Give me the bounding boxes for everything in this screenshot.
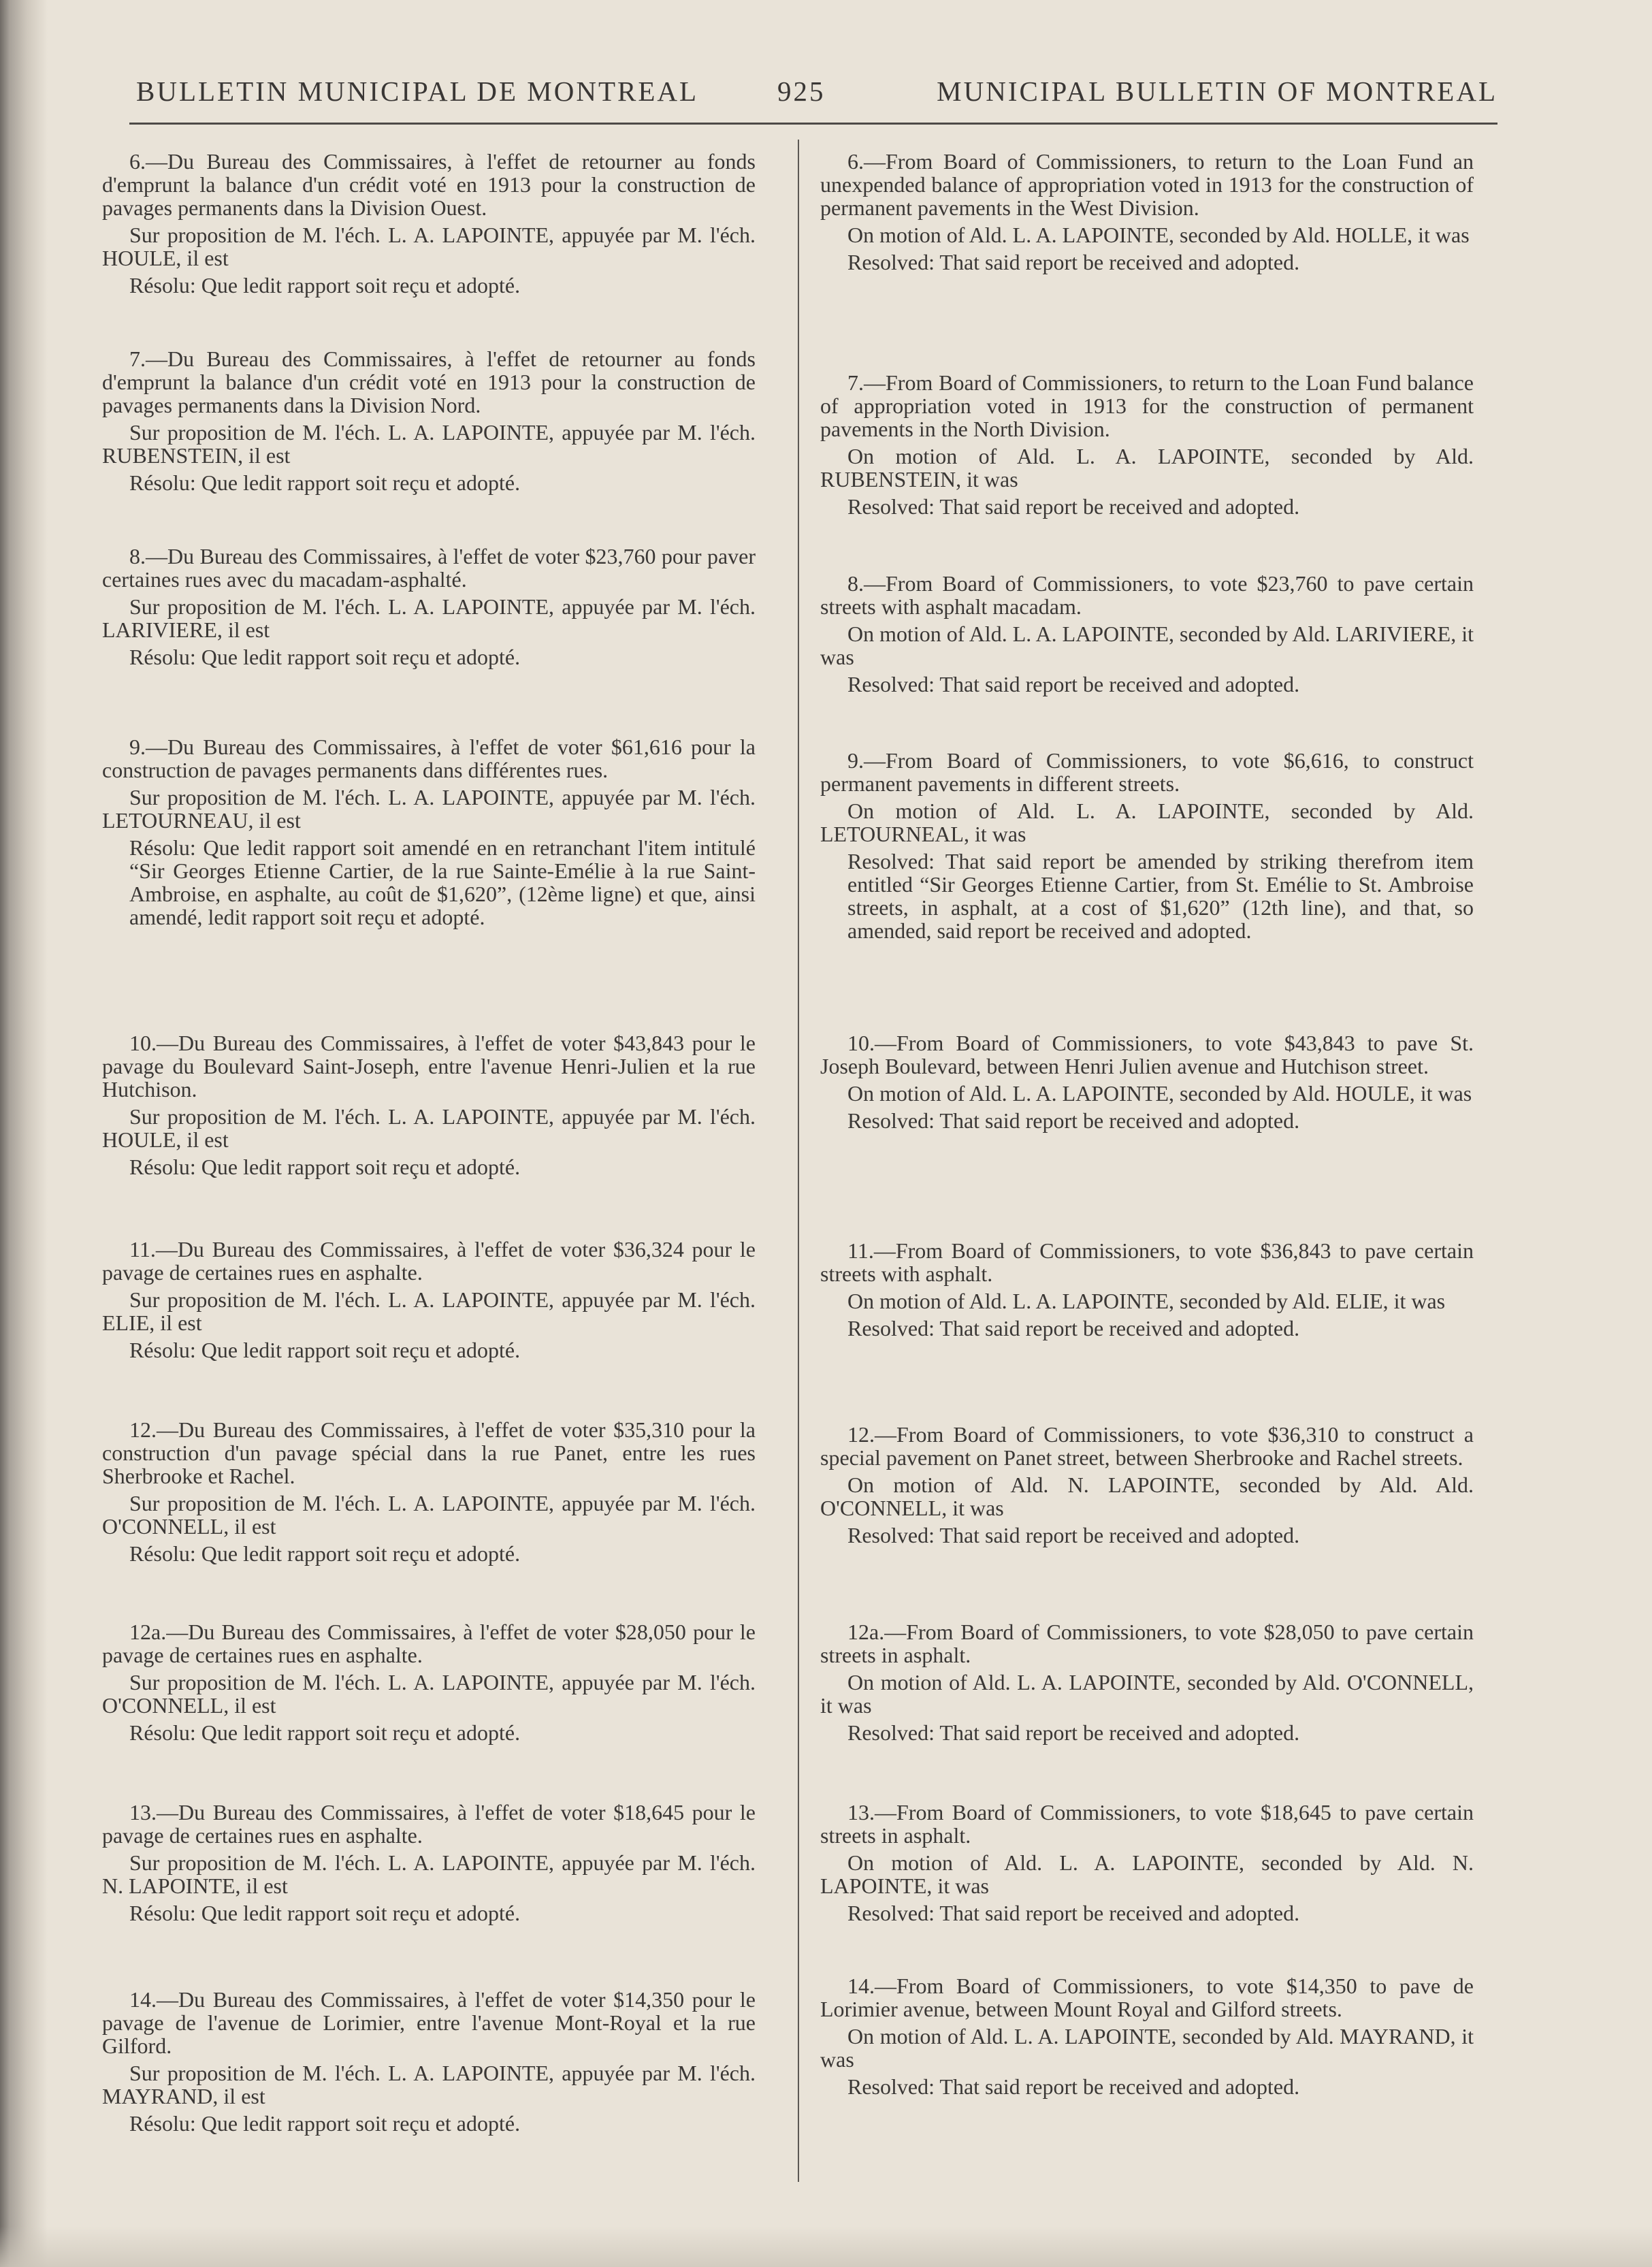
entry-resolution: Résolu: Que ledit rapport soit reçu et adopté. — [129, 1901, 521, 1925]
entry-motion: On motion of Ald. L. A. LAPOINTE, seconded by Ald. RUBENSTEIN, it was — [820, 444, 1474, 492]
entry-body: 6.—Du Bureau des Commissaires, à l'effet de retourner au fonds d'emprunt la balance d'un crédit voté en 1913 pour la construction de pavages permanents dans la Division Ouest. — [102, 149, 756, 220]
entry-resolution: Resolved: That said report be amended by striking therefrom item entitled “Sir Georges Etienne Cartier, from St. Emélie to St. Ambroise streets, in asphalt, at a cost of $1,620” (12th line), and that, so amended, said report be received and adopted. — [847, 849, 1474, 943]
entry-motion: On motion of Ald. L. A. LAPOINTE, seconded by Ald. LETOURNEAL, it was — [820, 799, 1474, 846]
entry-body: 9.—Du Bureau des Commissaires, à l'effet de voter $61,616 pour la construction de pavages permanents dans différentes rues. — [102, 735, 756, 782]
entry-body: 13.—Du Bureau des Commissaires, à l'effet de voter $18,645 pour le pavage de certaines rues en asphalte. — [102, 1800, 756, 1848]
entry-motion: Sur proposition de M. l'éch. L. A. LAPOINTE, appuyée par M. l'éch. ELIE, il est — [102, 1287, 756, 1335]
english-entry-7 — [820, 371, 1474, 518]
entry-resolution: Resolved: That said report be received and adopted. — [847, 672, 1300, 696]
entry-resolution: Resolved: That said report be received and adopted. — [847, 1108, 1300, 1133]
entry-resolution: Resolved: That said report be received and adopted. — [847, 1901, 1300, 1925]
entry-body: 10.—Du Bureau des Commissaires, à l'effet de voter $43,843 pour le pavage du Boulevard Saint-Joseph, entre l'avenue Henri-Julien et la rue Hutchison. — [102, 1031, 756, 1102]
entry-motion: On motion of Ald. L. A. LAPOINTE, seconded by Ald. LARIVIERE, it was — [820, 622, 1474, 669]
entry-body: 10.—From Board of Commissioners, to vote $43,843 to pave St. Joseph Boulevard, between Henri Julien avenue and Hutchison street. — [820, 1031, 1474, 1078]
english-entry-12a — [820, 1620, 1474, 1744]
english-entry-6 — [820, 150, 1474, 274]
french-entry-8 — [102, 545, 756, 669]
english-entry-12 — [820, 1423, 1474, 1547]
english-entry-14 — [820, 1974, 1474, 2098]
entry-motion: On motion of Ald. N. LAPOINTE, seconded by Ald. Ald. O'CONNELL, it was — [820, 1473, 1474, 1520]
entry-motion: Sur proposition de M. l'éch. L. A. LAPOINTE, appuyée par M. l'éch. MAYRAND, il est — [102, 2061, 756, 2108]
entry-resolution: Résolu: Que ledit rapport soit amendé en en retranchant l'item intitulé “Sir Georges Etienne Cartier, de la rue Sainte-Emélie à la rue Saint-Ambroise, en asphalte, au coût de $1,620”, (12ème ligne) et que, ainsi amendé, ledit rapport soit reçu et adopté. — [129, 835, 756, 929]
entry-resolution: Resolved: That said report be received and adopted. — [847, 494, 1300, 519]
page-binding-shadow — [0, 0, 48, 2267]
entry-resolution: Résolu: Que ledit rapport soit reçu et adopté. — [129, 1338, 521, 1362]
french-entry-7 — [102, 347, 756, 494]
entry-motion: Sur proposition de M. l'éch. L. A. LAPOINTE, appuyée par M. l'éch. HOULE, il est — [102, 1104, 756, 1152]
page-number: 925 — [777, 76, 826, 107]
french-entry-9 — [102, 735, 756, 929]
french-entry-13 — [102, 1801, 756, 1925]
entry-resolution: Resolved: That said report be received and adopted. — [847, 1523, 1300, 1547]
header-rule — [129, 123, 1497, 125]
entry-body: 8.—From Board of Commissioners, to vote $23,760 to pave certain streets with asphalt macadam. — [820, 571, 1474, 619]
entry-motion: Sur proposition de M. l'éch. L. A. LAPOINTE, appuyée par M. l'éch. O'CONNELL, il est — [102, 1491, 756, 1539]
entry-body: 14.—From Board of Commissioners, to vote $14,350 to pave de Lorimier avenue, between Mount Royal and Gilford streets. — [820, 1974, 1474, 2021]
entry-resolution: Resolved: That said report be received and adopted. — [847, 2074, 1300, 2099]
header-title-french: BULLETIN MUNICIPAL DE MONTREAL — [136, 76, 699, 107]
french-entry-14 — [102, 1988, 756, 2135]
english-entry-9 — [820, 749, 1474, 942]
entry-resolution: Resolved: That said report be received and adopted. — [847, 1316, 1300, 1340]
entry-body: 7.—From Board of Commissioners, to return to the Loan Fund balance of appropriation voted in 1913 for the construction of permanent pavements in the North Division. — [820, 370, 1474, 441]
entry-body: 14.—Du Bureau des Commissaires, à l'effet de voter $14,350 pour le pavage de l'avenue de Lorimier, entre l'avenue Mont-Royal et la rue Gilford. — [102, 1987, 756, 2058]
entry-body: 11.—From Board of Commissioners, to vote $36,843 to pave certain streets with asphalt. — [820, 1238, 1474, 1286]
entry-resolution: Resolved: That said report be received and adopted. — [847, 1720, 1300, 1745]
entry-motion: On motion of Ald. L. A. LAPOINTE, seconded by Ald. N. LAPOINTE, it was — [820, 1850, 1474, 1898]
page-bottom-shadow — [0, 2226, 1652, 2267]
entry-resolution: Résolu: Que ledit rapport soit reçu et adopté. — [129, 2111, 521, 2136]
entry-body: 7.—Du Bureau des Commissaires, à l'effet de retourner au fonds d'emprunt la balance d'un crédit voté en 1913 pour la construction de pavages permanents dans la Division Nord. — [102, 347, 756, 417]
entry-resolution: Résolu: Que ledit rapport soit reçu et adopté. — [129, 273, 521, 298]
entry-body: 12a.—From Board of Commissioners, to vote $28,050 to pave certain streets in asphalt. — [820, 1620, 1474, 1667]
page-header — [129, 68, 1497, 123]
entry-body: 12.—Du Bureau des Commissaires, à l'effet de voter $35,310 pour la construction d'un pavage spécial dans la rue Panet, entre les rues Sherbrooke et Rachel. — [102, 1417, 756, 1488]
entry-motion: On motion of Ald. L. A. LAPOINTE, seconded by Ald. HOULE, it was — [847, 1081, 1472, 1106]
entry-motion: On motion of Ald. L. A. LAPOINTE, seconded by Ald. MAYRAND, it was — [820, 2024, 1474, 2072]
entry-motion: On motion of Ald. L. A. LAPOINTE, seconded by Ald. O'CONNELL, it was — [820, 1670, 1474, 1718]
column-divider — [798, 140, 799, 2182]
entry-body: 6.—From Board of Commissioners, to return to the Loan Fund an unexpended balance of appropriation voted in 1913 for the construction of permanent pavements in the West Division. — [820, 149, 1474, 220]
french-entry-12a — [102, 1620, 756, 1744]
entry-motion: On motion of Ald. L. A. LAPOINTE, seconded by Ald. HOLLE, it was — [847, 223, 1470, 247]
english-entry-10 — [820, 1031, 1474, 1132]
entry-resolution: Résolu: Que ledit rapport soit reçu et adopté. — [129, 470, 521, 495]
french-entry-12 — [102, 1418, 756, 1565]
english-entry-13 — [820, 1801, 1474, 1925]
french-entry-10 — [102, 1031, 756, 1178]
french-entry-6 — [102, 150, 756, 297]
header-title-english: MUNICIPAL BULLETIN OF MONTREAL — [937, 76, 1497, 107]
entry-motion: On motion of Ald. L. A. LAPOINTE, seconded by Ald. ELIE, it was — [847, 1289, 1446, 1313]
entry-motion: Sur proposition de M. l'éch. L. A. LAPOINTE, appuyée par M. l'éch. O'CONNELL, il est — [102, 1670, 756, 1718]
french-entry-11 — [102, 1238, 756, 1362]
entry-resolution: Resolved: That said report be received and adopted. — [847, 250, 1300, 274]
entry-resolution: Résolu: Que ledit rapport soit reçu et adopté. — [129, 645, 521, 669]
entry-body: 12a.—Du Bureau des Commissaires, à l'effet de voter $28,050 pour le pavage de certaines rues en asphalte. — [102, 1620, 756, 1667]
entry-body: 11.—Du Bureau des Commissaires, à l'effet de voter $36,324 pour le pavage de certaines rues en asphalte. — [102, 1237, 756, 1285]
entry-motion: Sur proposition de M. l'éch. L. A. LAPOINTE, appuyée par M. l'éch. RUBENSTEIN, il est — [102, 420, 756, 468]
entry-body: 13.—From Board of Commissioners, to vote $18,645 to pave certain streets in asphalt. — [820, 1800, 1474, 1848]
entry-motion: Sur proposition de M. l'éch. L. A. LAPOINTE, appuyée par M. l'éch. HOULE, il est — [102, 223, 756, 270]
entry-resolution: Résolu: Que ledit rapport soit reçu et adopté. — [129, 1720, 521, 1745]
entry-body: 9.—From Board of Commissioners, to vote $6,616, to construct permanent pavements in different streets. — [820, 748, 1474, 796]
entry-motion: Sur proposition de M. l'éch. L. A. LAPOINTE, appuyée par M. l'éch. N. LAPOINTE, il est — [102, 1850, 756, 1898]
entry-motion: Sur proposition de M. l'éch. L. A. LAPOINTE, appuyée par M. l'éch. LETOURNEAU, il est — [102, 785, 756, 833]
entry-resolution: Résolu: Que ledit rapport soit reçu et adopté. — [129, 1155, 521, 1179]
english-entry-8 — [820, 572, 1474, 696]
entry-resolution: Résolu: Que ledit rapport soit reçu et adopté. — [129, 1541, 521, 1566]
entry-body: 8.—Du Bureau des Commissaires, à l'effet de voter $23,760 pour paver certaines rues avec du macadam-asphalté. — [102, 544, 756, 592]
english-entry-11 — [820, 1239, 1474, 1340]
entry-motion: Sur proposition de M. l'éch. L. A. LAPOINTE, appuyée par M. l'éch. LARIVIERE, il est — [102, 594, 756, 642]
entry-body: 12.—From Board of Commissioners, to vote $36,310 to construct a special pavement on Panet street, between Sherbrooke and Rachel streets. — [820, 1422, 1474, 1470]
